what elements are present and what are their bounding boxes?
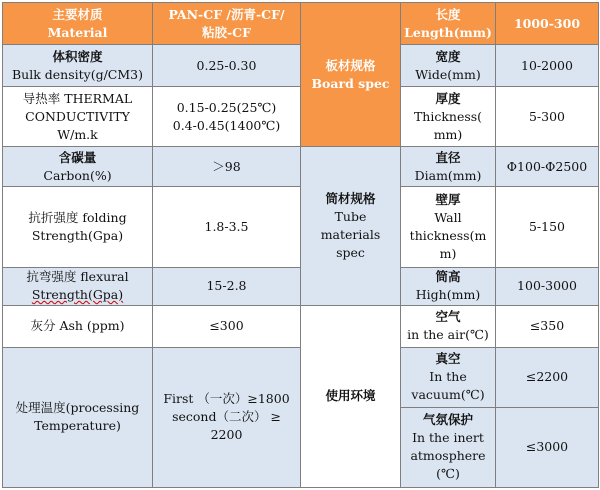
table-row	[3, 305, 599, 347]
table-row	[3, 147, 599, 187]
folding-value: 1.8-3.5	[153, 187, 301, 267]
wall-value: 5-150	[496, 187, 599, 267]
air-value: ≤350	[496, 305, 599, 347]
flexural-label: 抗弯强度 flexural Strength(Gpa)	[3, 267, 153, 305]
inert-label: 气氛保护 In the inert atmosphere (℃)	[401, 407, 496, 487]
carbon-label: 含碳量 Carbon(%)	[3, 147, 153, 187]
wall-label: 壁厚 Wall thickness(m m)	[401, 187, 496, 267]
thickness-value: 5-300	[496, 87, 599, 147]
header-row	[3, 3, 599, 45]
folding-label: 抗折强度 folding Strength(Gpa)	[3, 187, 153, 267]
thickness-label: 厚度 Thickness( mm)	[401, 87, 496, 147]
high-label: 筒高 High(mm)	[401, 267, 496, 305]
thermal-value: 0.15-0.25(25℃) 0.4-0.45(1400℃)	[153, 87, 301, 147]
board-spec-cell: 板材规格 Board spec	[301, 3, 401, 147]
diam-label: 直径 Diam(mm)	[401, 147, 496, 187]
wide-label: 宽度 Wide(mm)	[401, 45, 496, 87]
tube-spec-cell: 筒材规格 Tube materials spec	[301, 147, 401, 305]
ash-value: ≤300	[153, 305, 301, 347]
air-label: 空气 in the air(℃)	[401, 305, 496, 347]
inert-value: ≤3000	[496, 407, 599, 487]
header-material: 主要材质 Material	[3, 3, 153, 45]
bulk-density-label: 体积密度 Bulk density(g/CM3)	[3, 45, 153, 87]
header-pan-cf: PAN-CF /沥青-CF/ 粘胶-CF	[153, 3, 301, 45]
high-value: 100-3000	[496, 267, 599, 305]
flexural-value: 15-2.8	[153, 267, 301, 305]
thermal-label: 导热率 THERMAL CONDUCTIVITY W/m.k	[3, 87, 153, 147]
bulk-density-value: 0.25-0.30	[153, 45, 301, 87]
header-length-value: 1000-300	[496, 3, 599, 45]
carbon-value: ＞98	[153, 147, 301, 187]
diam-value: Φ100-Φ2500	[496, 147, 599, 187]
vacuum-label: 真空 In the vacuum(℃)	[401, 347, 496, 407]
header-length: 长度 Length(mm)	[401, 3, 496, 45]
wide-value: 10-2000	[496, 45, 599, 87]
processing-value: First （一次）≥1800 second（二次） ≥ 2200	[153, 347, 301, 487]
processing-label: 处理温度(processing Temperature)	[3, 347, 153, 487]
spec-table	[2, 2, 599, 488]
ash-label: 灰分 Ash (ppm)	[3, 305, 153, 347]
vacuum-value: ≤2200	[496, 347, 599, 407]
environment-cell: 使用环境	[301, 305, 401, 487]
